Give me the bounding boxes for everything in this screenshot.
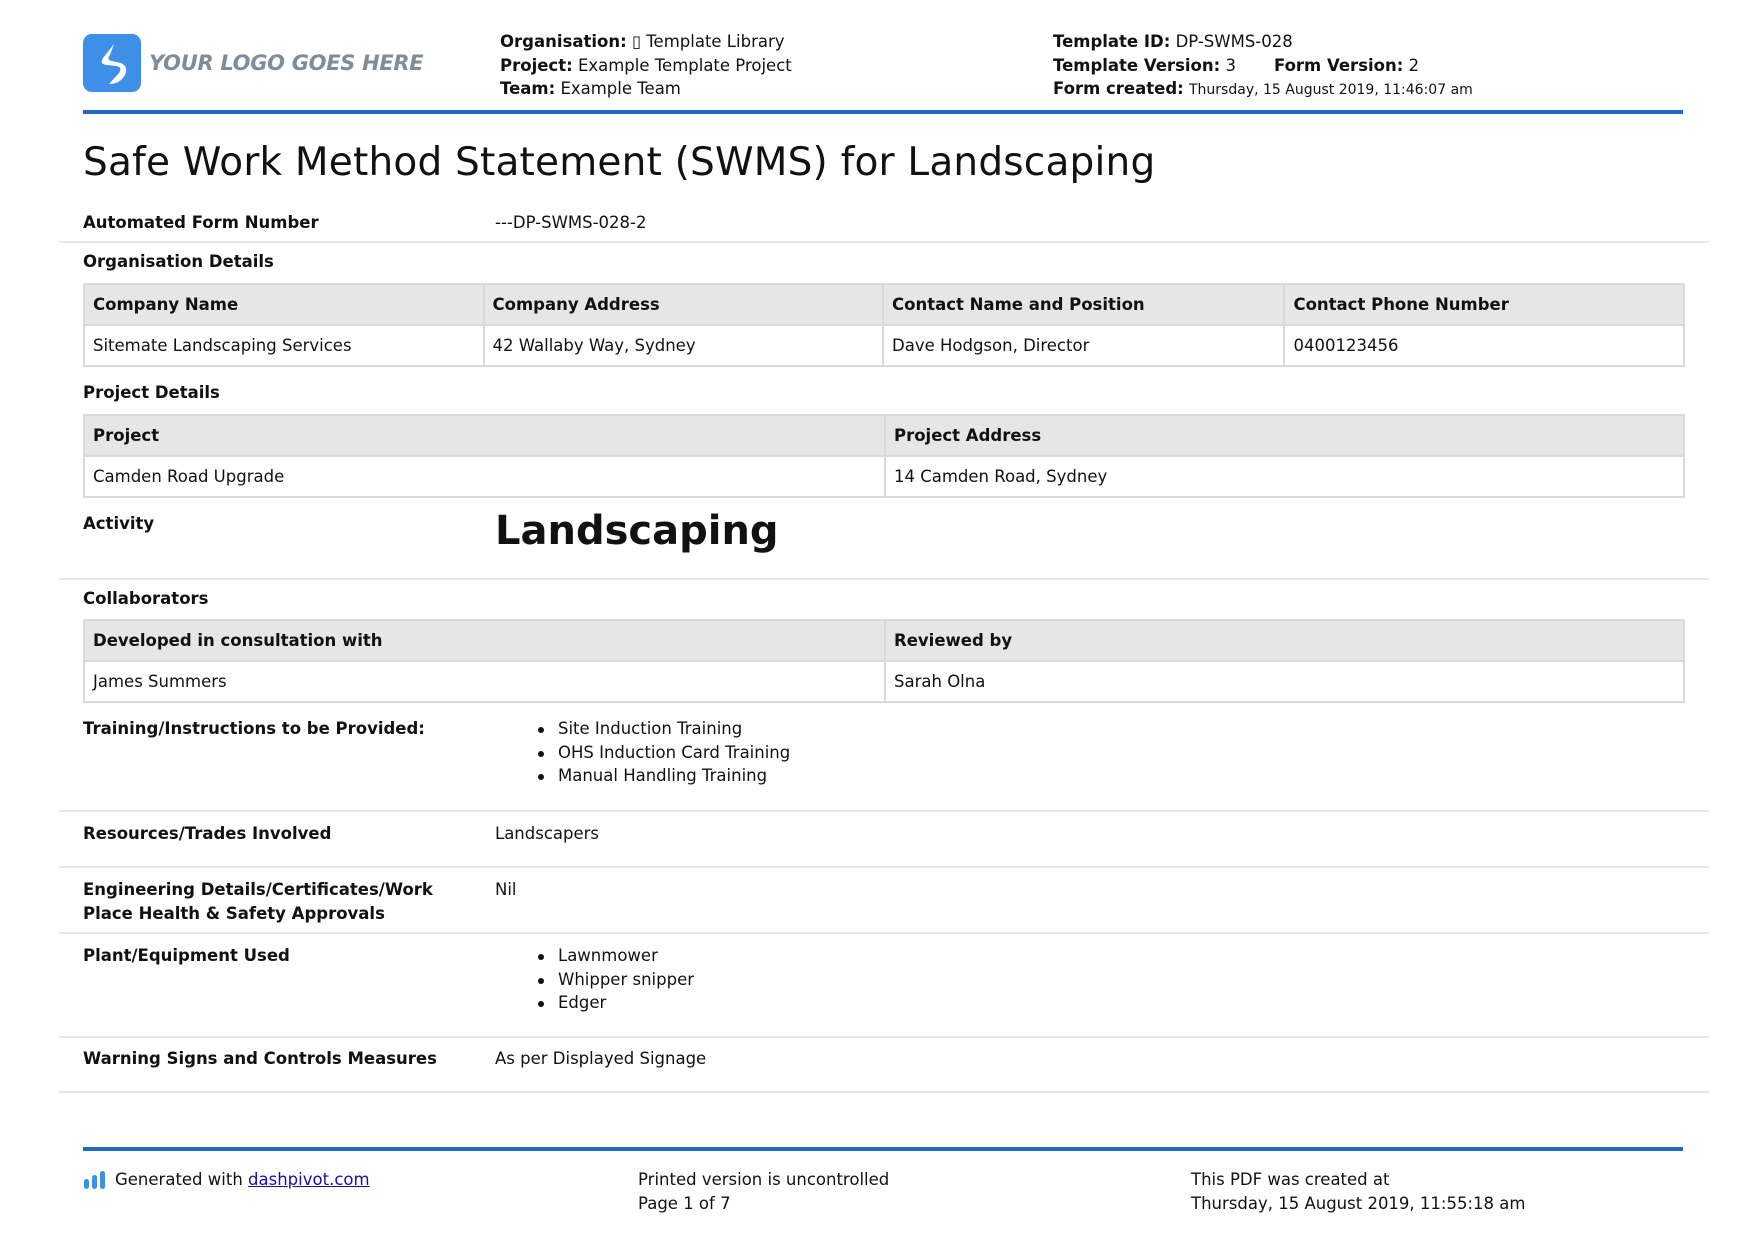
consultation-cell: James Summers bbox=[84, 661, 885, 702]
form-number-value: ---DP-SWMS-028-2 bbox=[495, 213, 647, 232]
project-value: Example Template Project bbox=[577, 55, 792, 75]
column-header: Contact Name and Position bbox=[883, 284, 1284, 325]
divider bbox=[59, 241, 1709, 243]
list-item: Whipper snipper bbox=[558, 968, 694, 992]
column-header: Company Address bbox=[484, 284, 883, 325]
resources-value: Landscapers bbox=[495, 824, 600, 843]
dashpivot-link[interactable]: dashpivot.com bbox=[248, 1170, 370, 1189]
template-id-label: Template ID: bbox=[1053, 32, 1171, 51]
reviewer-cell: Sarah Olna bbox=[885, 661, 1684, 702]
resources-label: Resources/Trades Involved bbox=[83, 824, 332, 843]
table-row bbox=[84, 325, 1684, 366]
team-value: Example Team bbox=[560, 79, 681, 98]
project-label: Project: bbox=[500, 55, 573, 75]
page-title: Safe Work Method Statement (SWMS) for Landscaping bbox=[83, 140, 1156, 185]
divider bbox=[59, 1091, 1709, 1093]
table-header-row bbox=[84, 620, 1684, 661]
company-address-cell: 42 Wallaby Way, Sydney bbox=[484, 325, 883, 366]
divider bbox=[59, 932, 1709, 934]
collaborators-table bbox=[83, 619, 1685, 703]
project-address-cell: 14 Camden Road, Sydney bbox=[885, 456, 1684, 497]
uncontrolled-notice: Printed version is uncontrolled bbox=[638, 1170, 890, 1189]
table-row bbox=[84, 456, 1684, 497]
project-details-label: Project Details bbox=[83, 383, 220, 402]
generated-with bbox=[83, 1168, 370, 1192]
template-version-label: Template Version: bbox=[1053, 55, 1221, 75]
organisation-label: Organisation: bbox=[500, 32, 627, 51]
contact-phone-cell: 0400123456 bbox=[1284, 325, 1684, 366]
company-name-cell: Sitemate Landscaping Services bbox=[84, 325, 484, 366]
logo-text: YOUR LOGO GOES HERE bbox=[149, 51, 424, 75]
form-version-label: Form Version: bbox=[1273, 55, 1404, 75]
list-item: Edger bbox=[558, 991, 694, 1015]
organisation-details-label: Organisation Details bbox=[83, 252, 274, 271]
project-cell: Camden Road Upgrade bbox=[84, 456, 885, 497]
table-header-row bbox=[84, 415, 1684, 456]
divider bbox=[59, 578, 1709, 580]
project-details-table bbox=[83, 414, 1685, 498]
plant-label: Plant/Equipment Used bbox=[83, 946, 290, 965]
training-list bbox=[558, 717, 790, 788]
form-number-label: Automated Form Number bbox=[83, 213, 319, 232]
plant-list bbox=[558, 944, 694, 1015]
engineering-label bbox=[83, 878, 433, 926]
column-header: Company Name bbox=[84, 284, 484, 325]
print-info bbox=[638, 1168, 889, 1215]
header-divider bbox=[83, 110, 1683, 114]
engineering-label-line2: Place Health & Safety Approvals bbox=[83, 904, 385, 923]
template-version-value: 3 bbox=[1225, 55, 1236, 75]
engineering-label-line1: Engineering Details/Certificates/Work bbox=[83, 880, 433, 899]
organisation-value: ▯ Template Library bbox=[631, 32, 785, 51]
generated-prefix: Generated with bbox=[115, 1170, 243, 1189]
table-row bbox=[84, 661, 1684, 702]
warning-value: As per Displayed Signage bbox=[495, 1049, 707, 1068]
form-created-value: Thursday, 15 August 2019, 11:46:07 am bbox=[1189, 82, 1473, 98]
footer-divider bbox=[83, 1147, 1683, 1151]
column-header: Contact Phone Number bbox=[1284, 284, 1684, 325]
divider bbox=[59, 866, 1709, 868]
pdf-created-label: This PDF was created at bbox=[1191, 1170, 1390, 1189]
company-logo bbox=[83, 34, 423, 92]
column-header: Reviewed by bbox=[885, 620, 1684, 661]
pdf-created-info bbox=[1191, 1168, 1525, 1215]
training-label: Training/Instructions to be Provided: bbox=[83, 719, 425, 738]
organisation-details-table bbox=[83, 283, 1685, 367]
logo-mark-icon bbox=[83, 34, 141, 92]
header-org-info bbox=[500, 30, 792, 101]
table-header-row bbox=[84, 284, 1684, 325]
column-header: Project bbox=[84, 415, 885, 456]
list-item: Site Induction Training bbox=[558, 717, 790, 741]
column-header: Project Address bbox=[885, 415, 1684, 456]
divider bbox=[59, 1036, 1709, 1038]
dashpivot-bars-icon bbox=[83, 1170, 107, 1190]
list-item: Manual Handling Training bbox=[558, 764, 790, 788]
divider bbox=[59, 810, 1709, 812]
team-label: Team: bbox=[500, 79, 556, 98]
template-id-value: DP-SWMS-028 bbox=[1175, 32, 1293, 51]
activity-label: Activity bbox=[83, 514, 155, 533]
form-version-value: 2 bbox=[1408, 55, 1420, 75]
column-header: Developed in consultation with bbox=[84, 620, 885, 661]
header-template-info bbox=[1053, 30, 1473, 103]
engineering-value: Nil bbox=[495, 880, 517, 899]
activity-value: Landscaping bbox=[495, 508, 779, 554]
warning-label: Warning Signs and Controls Measures bbox=[83, 1049, 437, 1068]
collaborators-label: Collaborators bbox=[83, 589, 209, 608]
form-created-label: Form created: bbox=[1053, 79, 1184, 98]
page-number: Page 1 of 7 bbox=[638, 1193, 731, 1213]
contact-name-cell: Dave Hodgson, Director bbox=[883, 325, 1284, 366]
list-item: Lawnmower bbox=[558, 944, 694, 968]
document-header bbox=[83, 28, 1683, 112]
list-item: OHS Induction Card Training bbox=[558, 741, 790, 765]
pdf-created-timestamp: Thursday, 15 August 2019, 11:55:18 am bbox=[1191, 1193, 1526, 1213]
